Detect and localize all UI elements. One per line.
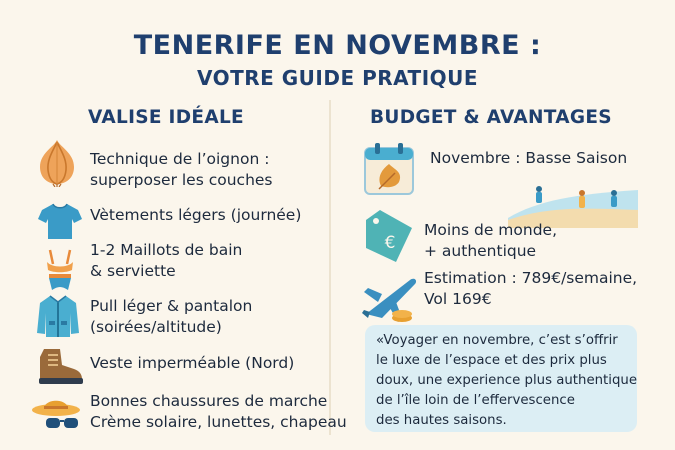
quote-text: «Voyager en novembre, c’est s’offrir le luxe de l’espace et des prix plus doux, une experience plus authentique de l’île loin de l’effervescence des hautes saisons. [376, 333, 638, 428]
page-subtitle: VOTRE GUIDE PRATIQUE [196, 66, 479, 90]
budget-fewer-crowds: Moins de monde, + authentique [424, 221, 557, 260]
sunhat-sunglasses-icon [30, 392, 86, 432]
budget-low-season: Novembre : Basse Saison [430, 149, 628, 167]
packing-item-light-clothes: Vètements légers (journée) [90, 206, 302, 224]
packing-heading: VALISE IDÉALE [88, 107, 244, 128]
page-title: TENERIFE EN NOVEMBRE : [133, 30, 542, 61]
column-divider [329, 100, 331, 435]
svg-text:€: € [384, 233, 396, 253]
hiking-boot-icon [36, 347, 84, 385]
tshirt-icon [38, 201, 82, 241]
euro-tag-icon [362, 208, 416, 266]
budget-heading: BUDGET & AVANTAGES [370, 107, 612, 128]
jacket-icon [36, 293, 80, 339]
onion-icon [36, 137, 78, 187]
packing-item-shoes-sun: Bonnes chaussures de marche Crème solaire, lunettes, chapeau [90, 392, 347, 431]
packing-item-raincoat: Veste imperméable (Nord) [90, 354, 295, 372]
swimsuit-icon [44, 248, 76, 292]
calendar-leaf-icon [363, 142, 415, 196]
airplane-coins-icon [362, 274, 420, 326]
budget-estimate: Estimation : 789€/semaine, Vol 169€ [424, 269, 638, 308]
packing-item-swimsuits: 1-2 Maillots de bain & serviette [90, 241, 243, 280]
packing-item-sweater: Pull léger & pantalon (soirées/altitude) [90, 297, 253, 336]
packing-item-layers: Technique de l’oignon : superposer les couches [90, 150, 273, 189]
